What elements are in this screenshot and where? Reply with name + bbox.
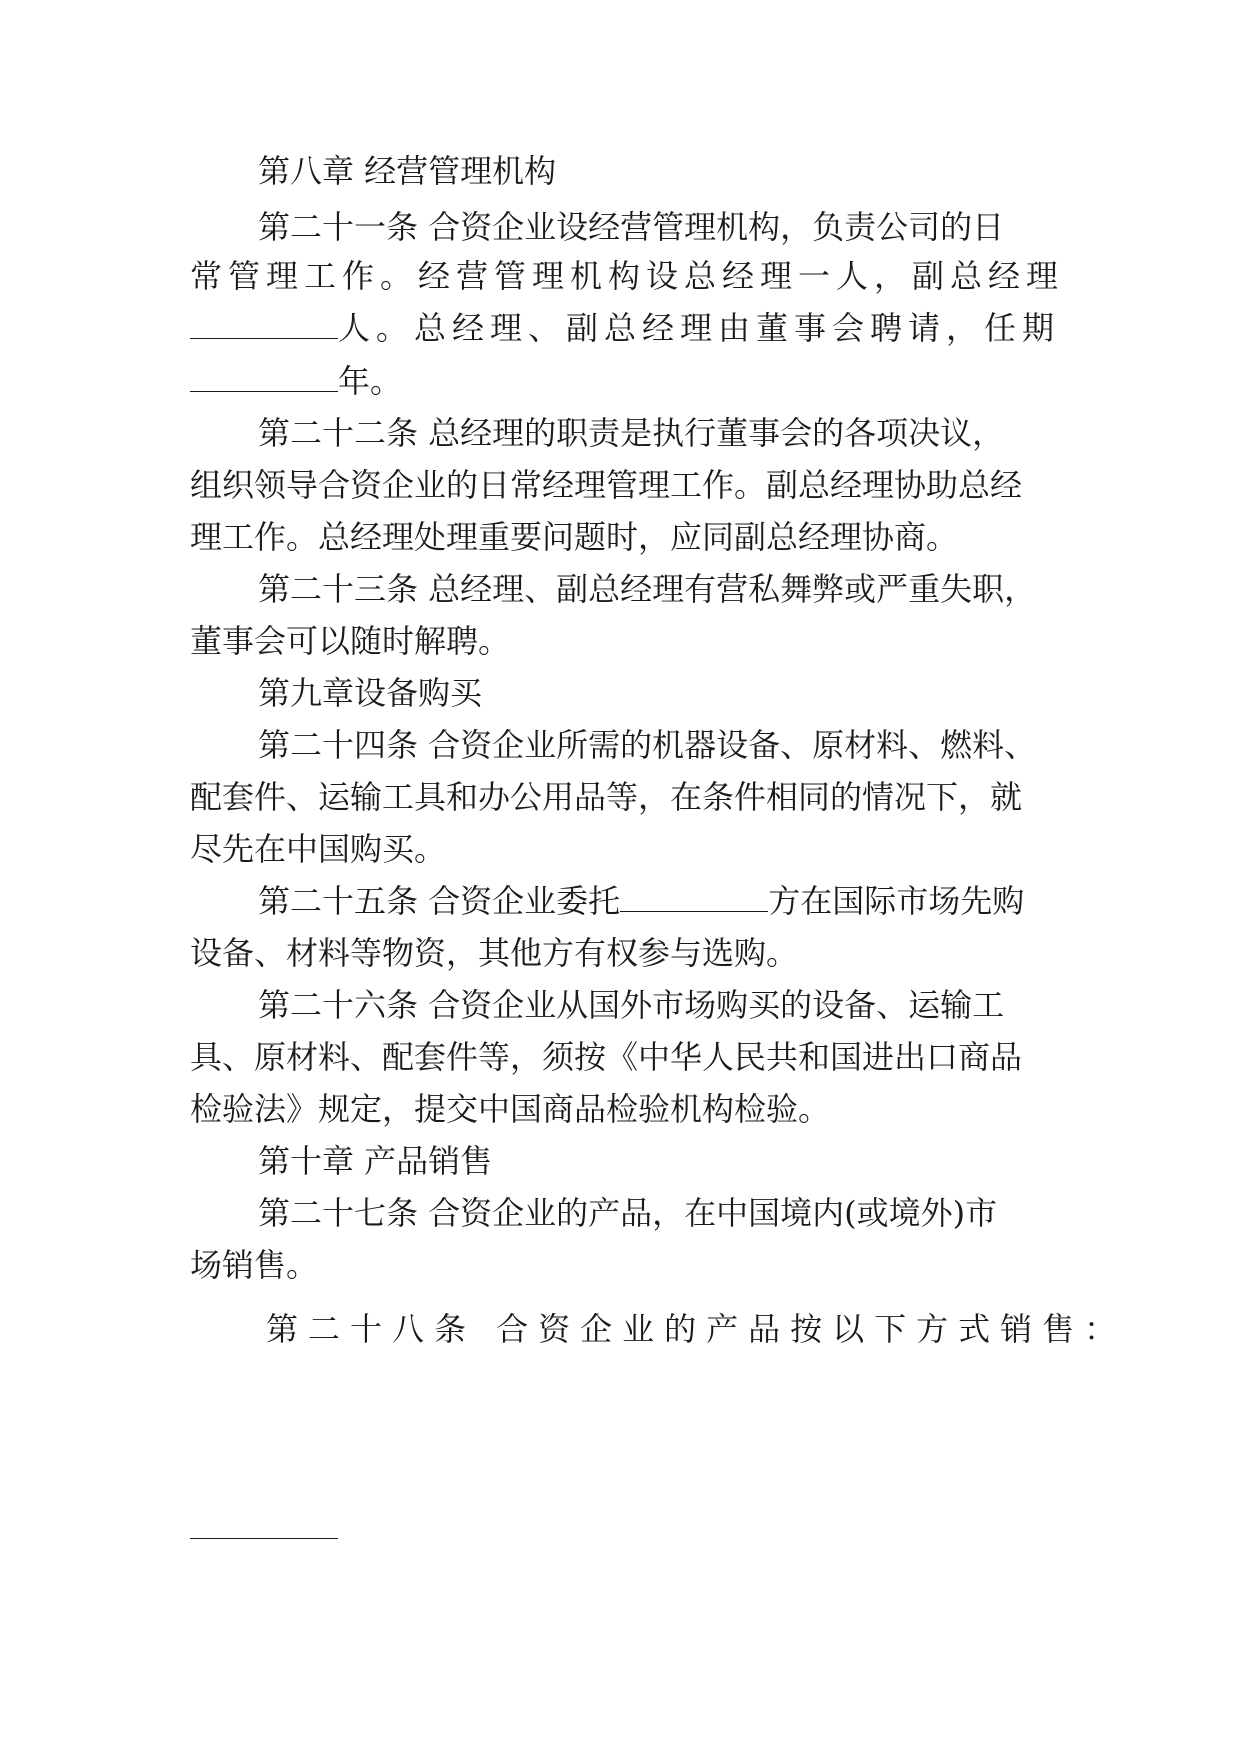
- article-23-line-1: 第二十三条 总经理、副总经理有营私舞弊或严重失职，: [258, 570, 1037, 608]
- article-21-line-4: [190, 361, 1060, 401]
- article-26-line-3: 检验法》规定，提交中国商品检验机构检验。: [190, 1090, 831, 1128]
- article-21-line-1: 第二十一条 合资企业设经营管理机构，负责公司的日: [258, 208, 1005, 246]
- blank-field: [620, 881, 768, 912]
- blank-field: [190, 308, 338, 339]
- article-22-line-1: 第二十二条 总经理的职责是执行董事会的各项决议，: [258, 414, 1005, 452]
- article-25-line-1-post: 方在国际市场先购: [768, 882, 1025, 920]
- article-25-line-2: 设备、材料等物资，其他方有权参与选购。: [190, 934, 799, 972]
- chapter-8-title: 第八章 经营管理机构: [258, 152, 557, 190]
- article-26-line-2: 具、原材料、配套件等，须按《中华人民共和国进出口商品: [190, 1038, 1023, 1076]
- article-24-line-1: 第二十四条 合资企业所需的机器设备、原材料、燃料、: [258, 726, 1037, 764]
- article-22-line-3: 理工作。总经理处理重要问题时，应同副总经理协商。: [190, 518, 959, 556]
- article-21-line-2: 常管理工作。经营管理机构设总经理一人，副总经理: [190, 257, 1065, 295]
- article-23-line-2: 董事会可以随时解聘。: [190, 622, 511, 660]
- article-27-line-2: 场销售。: [190, 1246, 319, 1284]
- chapter-9-title: 第九章设备购买: [258, 674, 483, 712]
- article-25-line-1: [258, 881, 1058, 921]
- article-28-line-1: 第二十八条 合资企业的产品按以下方式销售：: [266, 1310, 1127, 1348]
- article-24-line-3: 尽先在中国购买。: [190, 830, 447, 868]
- blank-field-line: [190, 1538, 338, 1539]
- article-26-line-1: 第二十六条 合资企业从国外市场购买的设备、运输工: [258, 986, 1005, 1024]
- chapter-10-title: 第十章 产品销售: [258, 1142, 493, 1180]
- article-25-line-1-pre: 第二十五条 合资企业委托: [258, 882, 621, 920]
- article-24-line-2: 配套件、运输工具和办公用品等，在条件相同的情况下，就: [190, 778, 1023, 816]
- blank-field: [190, 361, 338, 392]
- article-22-line-2: 组织领导合资企业的日常经理管理工作。副总经理协助总经: [190, 466, 1023, 504]
- article-27-line-1: 第二十七条 合资企业的产品，在中国境内(或境外)市: [258, 1194, 998, 1232]
- article-21-line-3: [190, 308, 1060, 348]
- article-21-line-3-text: 人。总经理、副总经理由董事会聘请，任期: [338, 309, 1061, 347]
- article-21-line-4-text: 年。: [338, 362, 403, 400]
